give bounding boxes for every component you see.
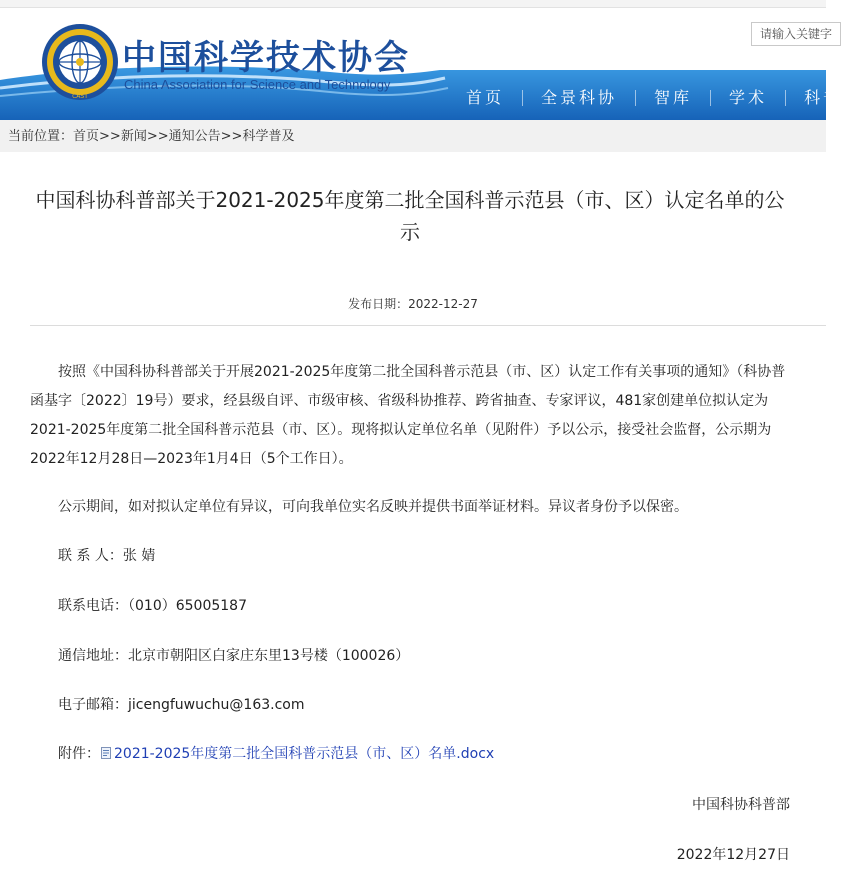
nav-item-academic[interactable]: 学术	[729, 88, 768, 107]
site-header	[0, 8, 843, 120]
publish-date-label: 发布日期：	[348, 297, 409, 311]
contact-name: 张 婧	[122, 548, 156, 564]
nav-item-overview[interactable]: 全景科协	[541, 88, 618, 107]
breadcrumb-science-popularization[interactable]: 科学普及	[242, 129, 295, 144]
attachment-row	[58, 744, 494, 764]
document-icon	[100, 747, 112, 759]
breadcrumb	[0, 120, 826, 152]
signature-date: 2022年12月27日	[676, 847, 790, 863]
signature-organization: 中国科协科普部	[692, 797, 790, 813]
site-name-cn[interactable]: 中国科学技术协会	[122, 38, 410, 78]
divider	[30, 325, 826, 326]
breadcrumb-separator: >>	[146, 129, 169, 144]
phone-value: （010）65005187	[128, 598, 247, 614]
phone-label: 联系电话：	[58, 598, 128, 614]
publish-date: 2022-12-27	[408, 297, 478, 311]
article	[0, 152, 826, 872]
breadcrumb-home[interactable]: 首页	[73, 129, 100, 144]
address-value: 北京市朝阳区白家庄东里13号楼（100026）	[128, 648, 410, 664]
nav-item-science-popularization[interactable]: 科普	[804, 88, 843, 107]
breadcrumb-separator: >>	[99, 129, 121, 144]
email-label: 电子邮箱：	[58, 697, 128, 713]
attachment-link[interactable]	[100, 746, 494, 762]
attachment-filename[interactable]: 2021-2025年度第二批全国科普示范县（市、区）名单.docx	[114, 746, 495, 762]
top-strip	[0, 0, 826, 8]
breadcrumb-prefix: 当前位置：	[8, 129, 74, 144]
breadcrumb-separator: >>	[220, 129, 243, 144]
attachment-label: 附件：	[58, 746, 100, 762]
breadcrumb-news[interactable]: 新闻	[120, 129, 147, 144]
site-name-en[interactable]: China Association for Science and Technology	[124, 77, 391, 92]
article-paragraph: 按照《中国科协科普部关于开展2021-2025年度第二批全国科普示范县（市、区）认定工作有关事项的通知》（科协普函基字〔2022〕19号）要求，经县级自评、市级审核、省级科协推荐、跨省抽查、专家评议，481家创建单位拟认定为2021-2025年度第二批全国科普示范县（市、区）。现将拟认定单位名单（见附件）予以公示，接受社会监督，公示期为2022年12月28日—2023年1月4日（5个工作日）。	[30, 364, 786, 467]
address-label: 通信地址：	[58, 648, 128, 664]
search-input[interactable]	[751, 22, 841, 46]
nav-item-home[interactable]: 首页	[466, 88, 505, 107]
objection-note: 公示期间，如对拟认定单位有异议，可向我单位实名反映并提供书面举证材料。异议者身份予以保密。	[58, 499, 688, 515]
email-value: jicengfuwuchu@163.com	[128, 697, 305, 713]
contact-email	[58, 695, 305, 715]
main-nav	[448, 83, 860, 113]
cast-emblem-icon	[40, 22, 120, 102]
contact-phone	[58, 596, 247, 616]
emblem-text: CAST	[72, 93, 88, 100]
contact-label: 联 系 人：	[58, 548, 123, 564]
breadcrumb-notices[interactable]: 通知公告	[168, 129, 221, 144]
contact-person	[58, 546, 155, 566]
nav-item-think-tank[interactable]: 智库	[654, 88, 693, 107]
publish-date-row	[0, 295, 826, 312]
contact-address	[58, 646, 409, 666]
article-title: 中国科协科普部关于2021-2025年度第二批全国科普示范县（市、区）认定名单的公示	[35, 188, 785, 244]
